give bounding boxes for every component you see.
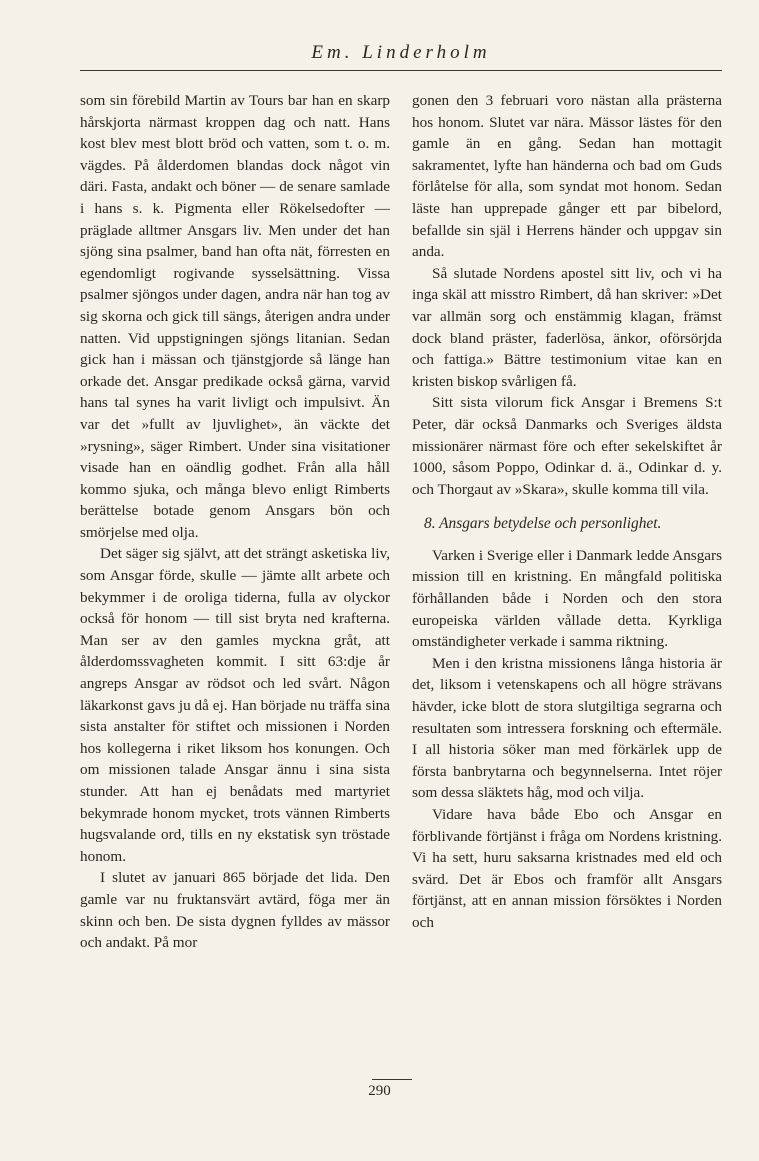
left-column bbox=[80, 90, 390, 954]
paragraph: Så slutade Nordens apostel sitt liv, och vi ha inga skäl att misstro Rimbert, då han skriver: »Det var allmän sorg och enstämmig klagan, främst dock bland präster, faderlösa, änkor, oförsörjda och fattiga.» Bättre testimonium vitae kan en kristen biskop svårligen få. bbox=[412, 264, 722, 390]
right-column bbox=[412, 90, 722, 934]
page-number: 290 bbox=[368, 1083, 391, 1099]
header-rule bbox=[80, 70, 722, 71]
paragraph: Det säger sig självt, att det strängt asketiska liv, som Ansgar förde, skulle — jämte allt arbete och bekymmer i de oroliga tiderna, fulla av olyckor också för honom — till sist bryta ned krafterna. Man ser av den gamles myckna gråt, att ålderdomssvagheten kommit. I sitt 63:dje år angreps Ansgar av rödsot och led svårt. Någon läkarkonst gavs ju då ej. Han började nu träffa sina sista anstalter för stiftet och missionen i Norden hos kollegerna i riket liksom hos konungen. Och om missionen talade Ansgar ännu i sina sista stunder. Att han ej benådats med martyriet bekymrade honom mycket, trots vännen Rimberts hugsvalande ord, tills en ny ekstatisk syn tröstade honom. bbox=[80, 545, 390, 865]
paragraph: gonen den 3 februari voro nästan alla prästerna hos honom. Slutet var nära. Mässor lästes för den gamle än en gång. Sedan han mottagit sakramentet, lyfte han händerna och bad om Guds förlåtelse för alla, som syndat mot honom. Sedan läste han upprepade gånger ett par bibelord, befallde sin själ i Herrens händer och uppgav sin anda. bbox=[412, 92, 722, 261]
footer-rule bbox=[372, 1079, 412, 1080]
paragraph: Men i den kristna missionens långa historia är det, liksom i vetenskapens och all högre strävans hävder, icke blott de stora slutgiltiga segrarna och resultaten som intressera forskning och eftermäle. I all historia söker man med förkärlek upp de första banbrytarna och begynnelserna. Intet röjer som dessa släktets håg, mod och vilja. bbox=[412, 654, 722, 802]
paragraph: som sin förebild Martin av Tours bar han en skarp hårskjorta närmast kroppen dag och natt. Hans kost blev mest blott bröd och vatten, som t. o. m. vägdes. På ålderdomen blandas dock något vin däri. Fasta, andakt och böner — de senare samlade i hans s. k. Pigmenta eller Rökelsedofter — präglade alltmer Ansgars liv. Men under det han sjöng sina psalmer, band han ofta nät, förresten en egendomligt rogivande sysselsättning. Vissa psalmer sjöngos under dagen, andra när han tog av sig skorna och gick till sängs, återigen andra under natten. Vid uppstigningen sjöngs litanian. Sedan gick han i mässan och tjänstgjorde så länge han orkade det. Ansgar predikade också gärna, varvid hans tal synes ha varit livligt och impulsivt. Än var det »fullt av ljuvlighet», än väckte det »rysning», säger Rimbert. Under sina visitationer visade han en oändlig godhet. Från alla håll kommo sjuka, och många blevo enligt Rimberts berättelse botade genom Ansgars bön och smörjelse med olja. bbox=[80, 92, 390, 541]
paragraph: Vidare hava både Ebo och Ansgar en förblivande förtjänst i fråga om Nordens kristning. Vi ha sett, huru saksarna kristnades med eld och svärd. Det är Ebos och framför allt Ansgars förtjänst, att en annan mission försöktes i Norden och bbox=[412, 806, 722, 931]
paragraph: Varken i Sverige eller i Danmark ledde Ansgars mission till en kristning. En mångfald politiska förhållanden både i Norden och den stora europeiska världen vållade detta. Kyrkliga omständigheter verkade i samma riktning. bbox=[412, 546, 722, 651]
paragraph: Sitt sista vilorum fick Ansgar i Bremens S:t Peter, där också Danmarks och Sveriges äldsta missionärer närmast före och efter sekelskiftet år 1000, såsom Poppo, Odinkar d. ä., Odinkar d. y. och Thorgaut av »Skara», skulle komma till vila. bbox=[412, 394, 722, 498]
running-header: Em. Linderholm bbox=[311, 42, 491, 63]
paragraph: I slutet av januari 865 började det lida. Den gamle var nu fruktansvärt avtärd, föga mer än skinn och ben. De sista dygnen fylldes av mässor och andakt. På mor bbox=[80, 869, 390, 952]
section-heading: 8. Ansgars betydelse och personlighet. bbox=[424, 515, 662, 533]
